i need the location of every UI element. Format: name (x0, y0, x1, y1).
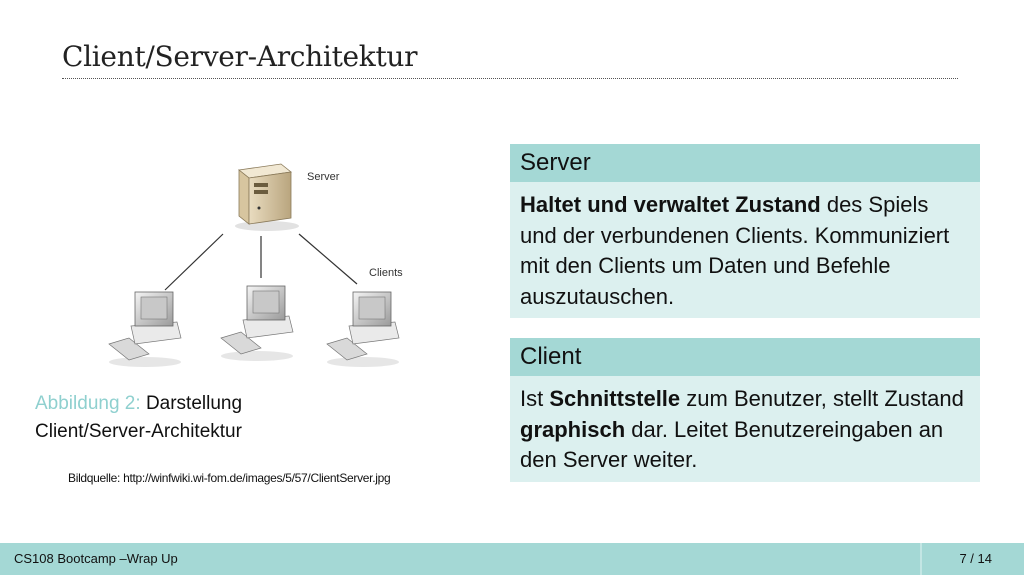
caption-label: Abbildung 2: (35, 393, 141, 414)
client-bold-1: Schnittstelle (549, 386, 681, 411)
client-text-1: Ist (520, 386, 550, 411)
client-text-2: zum Benutzer, stellt Zustand (680, 386, 964, 411)
link-right (299, 234, 357, 284)
caption-text-line2: Client/Server-Architektur (35, 421, 242, 442)
server-box-heading: Server (510, 144, 980, 182)
client-server-diagram (95, 150, 425, 375)
image-source: Bildquelle: http://winfwiki.wi-fom.de/images/5/57/ClientServer.jpg (68, 471, 391, 485)
client-computer-icon (109, 292, 181, 367)
title-divider (62, 78, 958, 79)
server-icon (235, 164, 299, 231)
client-box (510, 338, 980, 482)
client-computer-icon (221, 286, 293, 361)
client-box-heading: Client (510, 338, 980, 376)
client-box-body (510, 376, 980, 482)
client-computer-icon (327, 292, 399, 367)
caption-text-line1: Darstellung (145, 393, 243, 414)
clients-label: Clients (369, 267, 403, 279)
link-left (165, 234, 223, 290)
server-box (510, 144, 980, 318)
client-text-3: dar. Leitet Benutzereingaben an den Server weiter. (520, 416, 944, 472)
client-bold-2: graphisch (520, 416, 626, 442)
footer-course-title: CS108 Bootcamp –Wrap Up (14, 551, 178, 566)
server-bold-text: Haltet und verwaltet Zustand (520, 192, 821, 217)
footer-page-box (920, 543, 1024, 575)
slide-footer (0, 543, 1024, 575)
figure-caption (35, 390, 242, 446)
page-number: 7 / 14 (959, 551, 992, 566)
server-text: des Spiels und der verbundenen Clients. Kommuniziert mit den Clients um Daten und Befehle auszutauschen. (520, 192, 950, 309)
slide-title: Client/Server-Architektur (62, 40, 418, 73)
server-box-body (510, 182, 980, 318)
server-label: Server (307, 171, 340, 183)
